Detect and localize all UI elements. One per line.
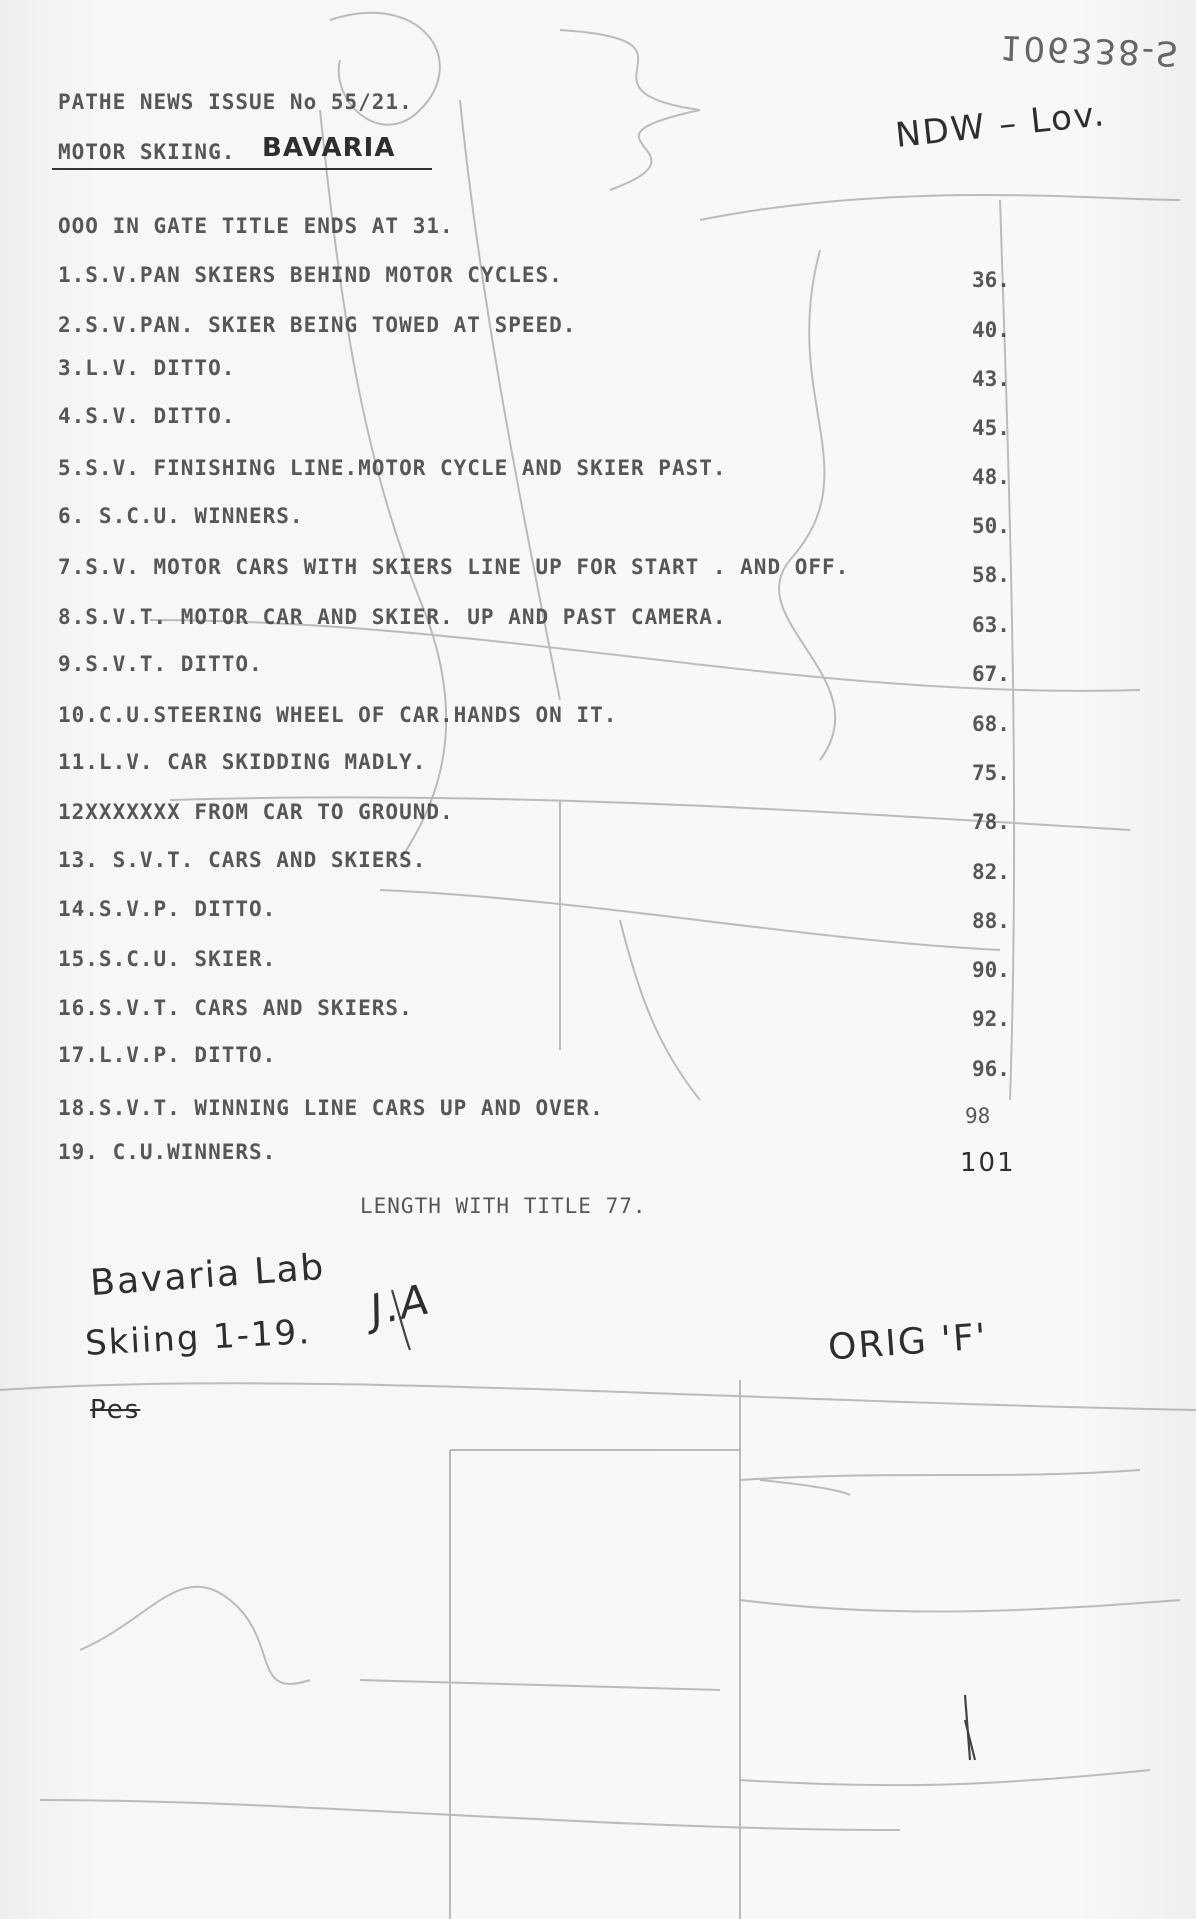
shot-row-text: 6. S.C.U. WINNERS.: [58, 504, 304, 528]
shot-row-footage: 50.: [972, 514, 1010, 538]
orig-note: ORIG 'F': [826, 1316, 990, 1369]
shot-row-footage: 88.: [972, 909, 1010, 933]
shot-row-footage: 67.: [972, 662, 1010, 686]
shot-row-text: 4.S.V. DITTO.: [58, 404, 236, 428]
shot-row-text: 2.S.V.PAN. SKIER BEING TOWED AT SPEED.: [58, 313, 577, 337]
shot-row-footage: 68.: [972, 712, 1010, 736]
shot-row-text: 10.C.U.STEERING WHEEL OF CAR.HANDS ON IT.: [58, 703, 618, 727]
shot-row-footage: 78.: [972, 810, 1010, 834]
shot-row-footage: 58.: [972, 563, 1010, 587]
shot-row-text: 16.S.V.T. CARS AND SKIERS.: [58, 996, 413, 1020]
header-handwritten-note: NDW – Lov.: [893, 94, 1108, 156]
shot-row-text: 5.S.V. FINISHING LINE.MOTOR CYCLE AND SKIER PAST.: [58, 456, 727, 480]
shot-row-text: 8.S.V.T. MOTOR CAR AND SKIER. UP AND PAST CAMERA.: [58, 605, 727, 629]
shot-row-footage: 90.: [972, 958, 1010, 982]
shot-row-footage: 45.: [972, 416, 1010, 440]
shot-row-footage: 63.: [972, 613, 1010, 637]
shot-row-footage: 96.: [972, 1057, 1010, 1081]
issue-heading: PATHE NEWS ISSUE No 55/21.: [58, 90, 413, 114]
shot-row-text: 17.L.V.P. DITTO.: [58, 1043, 277, 1067]
shot-row-text: 3.L.V. DITTO.: [58, 356, 236, 380]
shot-row-footage: 98: [965, 1104, 991, 1128]
shot-row-text: 9.S.V.T. DITTO.: [58, 652, 263, 676]
length-note: LENGTH WITH TITLE 77.: [360, 1194, 647, 1218]
shot-row-footage: 43.: [972, 367, 1010, 391]
reference-number: 106338-S: [999, 26, 1181, 74]
shot-row-text: 11.L.V. CAR SKIDDING MADLY.: [58, 750, 427, 774]
shot-row-footage: 40.: [972, 318, 1010, 342]
shot-row-text: 13. S.V.T. CARS AND SKIERS.: [58, 848, 427, 872]
shot-row-text: 15.S.C.U. SKIER.: [58, 947, 277, 971]
handwritten-struck-note: Pes: [90, 1395, 141, 1425]
shot-row-text: 18.S.V.T. WINNING LINE CARS UP AND OVER.: [58, 1096, 604, 1120]
shot-row-text: 19. C.U.WINNERS.: [58, 1140, 277, 1164]
handwritten-initials: J.A: [365, 1274, 435, 1335]
shot-row-text: 1.S.V.PAN SKIERS BEHIND MOTOR CYCLES.: [58, 263, 563, 287]
shot-row-footage: 82.: [972, 860, 1010, 884]
shot-row-footage: 92.: [972, 1007, 1010, 1031]
subject-heading: MOTOR SKIING.: [58, 140, 236, 164]
handwritten-note-line1: Bavaria Lab: [88, 1246, 327, 1305]
subject-handwritten: BAVARIA: [262, 133, 396, 163]
shot-row-footage: 36.: [972, 268, 1010, 292]
shot-row-text: 12XXXXXXX FROM CAR TO GROUND.: [58, 800, 454, 824]
opening-line: OOO IN GATE TITLE ENDS AT 31.: [58, 214, 454, 238]
shot-row-text: 7.S.V. MOTOR CARS WITH SKIERS LINE UP FOR START . AND OFF.: [58, 555, 850, 579]
shot-row-footage: 75.: [972, 761, 1010, 785]
subject-underline: [52, 168, 432, 170]
shot-row-footage: 48.: [972, 465, 1010, 489]
shot-row-footage: 101: [960, 1148, 1016, 1178]
shot-row-text: 14.S.V.P. DITTO.: [58, 897, 277, 921]
handwritten-note-line2: Skiing 1-19.: [84, 1312, 312, 1364]
